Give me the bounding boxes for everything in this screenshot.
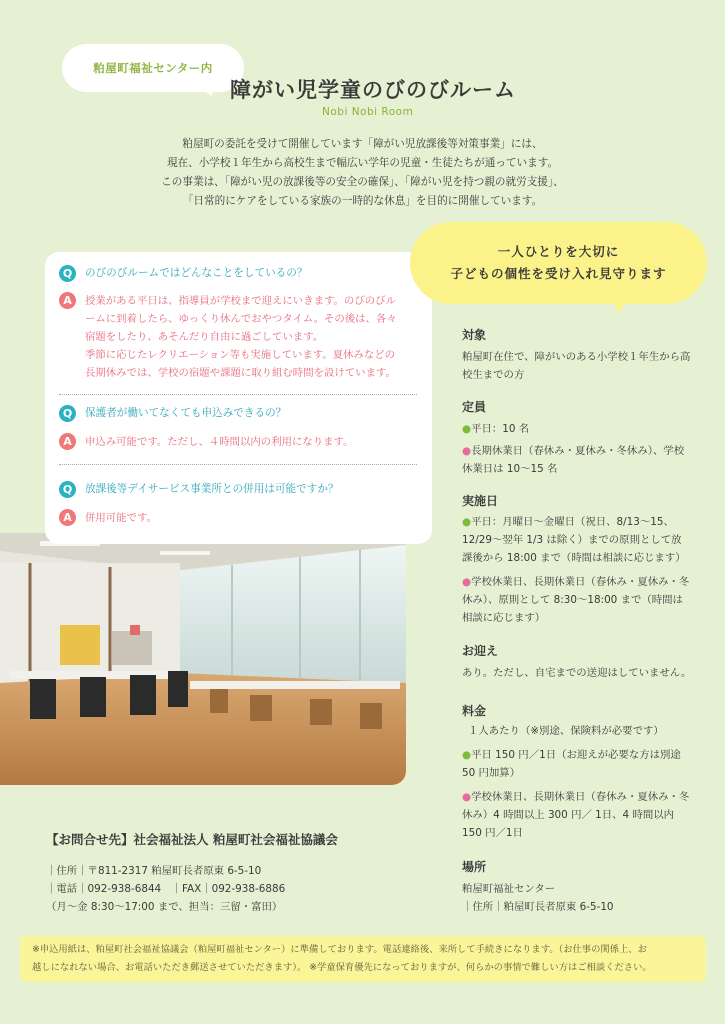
question-text: 放課後等デイサービス事業所との併用は可能ですか？ [85,483,339,495]
capacity-heading: 定員 [462,400,487,414]
info-line-text: 学校休業日、長期休業日（春休み・夏休み・冬 [471,791,690,803]
motto-bubble [410,222,707,304]
intro-line: 粕屋町の委託を受けて開催しています「障がい児放課後等対策事業」には、 [182,138,543,150]
qa-question [59,405,286,422]
motto-line: 一人ひとりを大切に [497,244,620,259]
fee-text [462,722,690,842]
info-line [462,420,684,438]
info-line-text: 平日：月曜日～金曜日（祝日、8/13～15、 [471,516,674,528]
question-text: 保護者が働いてなくても申込みできるの？ [85,407,287,419]
green-dot-icon: ● [462,749,472,761]
classroom-photo-illustration [0,533,406,785]
info-line-text: 学校休業日、長期休業日（春休み・夏休み・冬 [471,576,690,588]
answer-mark-icon: A [59,433,76,450]
info-line [462,513,689,531]
answer-line: ームに到着したら、ゆっくり休んでおやつタイム。その後は、各々 [85,313,397,325]
capacity-text [462,420,684,478]
location-label-bubble [62,44,244,92]
contact-phone-fax: ｜電話｜092-938-6844 ｜FAX｜092-938-6886 [46,883,286,895]
info-line-text: 長期休業日（春休み・夏休み・冬休み）、学校 [471,445,685,457]
intro-paragraph [0,135,725,211]
footer-line: 越しになれない場合、お電話いただき郵送させていただきます）。 ※学童保育優先になっておりますが、何らかの事情で難しい方はご相談ください。 [32,962,652,973]
green-dot-icon: ● [462,516,472,528]
target-text [462,348,690,384]
fee-heading: 料金 [462,704,487,718]
contact-hours: （月～金 8:30～17:00 まで、担当：三留・富田） [46,901,283,913]
intro-line: 現在、小学校１年生から高校生まで幅広い学年の児童・生徒たちが通っています。 [166,157,559,169]
answer-text [85,433,354,451]
qa-answer [59,433,354,451]
place-text [462,880,614,916]
intro-line: この事業は、「障がい児の放課後等の安全の確保」、「障がい児を持つ親の就労支援」、 [161,176,564,188]
divider [59,464,417,465]
info-line: 課後から 18:00 まで（時間は相談に応じます） [462,552,686,564]
info-line: 12/29～翌年 1/3 は除く）までの原則として放 [462,534,682,546]
page-title: 障がい児学童のびのびルーム [230,78,516,102]
qa-question [59,265,307,282]
pickup-heading: お迎え [462,644,499,658]
contact-heading: 【お問合せ先】社会福祉法人 粕屋町社会福祉協議会 [46,832,338,847]
contact-address: ｜住所｜〒811-2317 粕屋町長者原東 6-5-10 [46,865,262,877]
info-line-text: 平日：10 名 [471,423,530,435]
answer-mark-icon: A [59,509,76,526]
place-heading: 場所 [462,860,487,874]
answer-line: 授業がある平日は、指導員が学校まで迎えにいきます。のびのびル [85,295,396,307]
page-subtitle: Nobi Nobi Room [322,106,414,118]
question-text: のびのびルームではどんなことをしているの？ [85,267,308,279]
footer-line: ※申込用紙は、粕屋町社会福祉協議会（粕屋町福祉センター）に準備しております。電話連絡後、来所して手続きになります。（お仕事の関係上、お [32,944,647,955]
question-mark-icon: Q [59,481,76,498]
qa-card [45,252,432,544]
pink-dot-icon: ● [462,791,472,803]
location-label: 粕屋町福祉センター内 [93,61,213,75]
pink-dot-icon: ● [462,445,472,457]
qa-answer [59,509,157,527]
schedule-heading: 実施日 [462,494,499,508]
answer-line: 季節に応じたレクリエーション等も実施しています。夏休みなどの [85,349,396,361]
info-line [462,442,684,460]
answer-line: 併用可能です。 [85,512,157,524]
info-line: 相談に応じます） [462,612,546,624]
info-line: 粕屋町在住で、障がいのある小学校１年生から高 [462,351,691,363]
target-heading: 対象 [462,328,487,342]
info-line: 休み）4 時間以上 300 円／ 1日、4 時間以内 [462,809,675,821]
answer-line: 申込み可能です。ただし、４時間以内の利用になります。 [85,436,354,448]
room-photo [0,533,406,785]
motto-line: 子どもの個性を受け入れ見守ります [450,266,667,281]
info-line: 校生までの方 [462,369,525,381]
info-line [462,746,689,764]
info-line: あり。ただし、自宅までの送迎はしていません。 [462,667,692,679]
question-mark-icon: Q [59,265,76,282]
info-line: １人あたり（※別途、保険料が必要です） [468,725,664,737]
info-line [462,573,689,591]
pickup-text [462,664,691,682]
info-line: ｜住所｜粕屋町長者原東 6-5-10 [462,901,614,913]
schedule-text [462,513,689,627]
footer-note [20,936,706,982]
answer-line: 宿題をしたり、あそんだり自由に過ごしています。 [85,331,324,343]
qa-answer [59,292,397,382]
bubble-tail [612,296,630,314]
question-mark-icon: Q [59,405,76,422]
info-line: 休業日は 10～15 名 [462,463,558,475]
qa-question [59,481,339,498]
divider [59,394,417,395]
answer-line: 長期休みでは、学校の宿題や課題に取り組む時間を設けています。 [85,367,396,379]
info-line-text: 平日 150 円／1日（お迎えが必要な方は別途 [471,749,681,761]
green-dot-icon: ● [462,423,472,435]
answer-text [85,509,157,527]
contact-details [46,862,285,916]
answer-mark-icon: A [59,292,76,309]
info-line: 休み）、原則として 8:30～18:00 まで（時間は [462,594,683,606]
intro-line: 「日常的にケアをしている家族の一時的な休息」を目的に開催しています。 [182,195,543,207]
answer-text [85,292,397,382]
info-line: 粕屋町福祉センター [462,883,556,895]
pink-dot-icon: ● [462,576,472,588]
info-line: 150 円／1日 [462,827,523,839]
info-line [462,788,689,806]
info-line: 50 円加算） [462,767,521,779]
